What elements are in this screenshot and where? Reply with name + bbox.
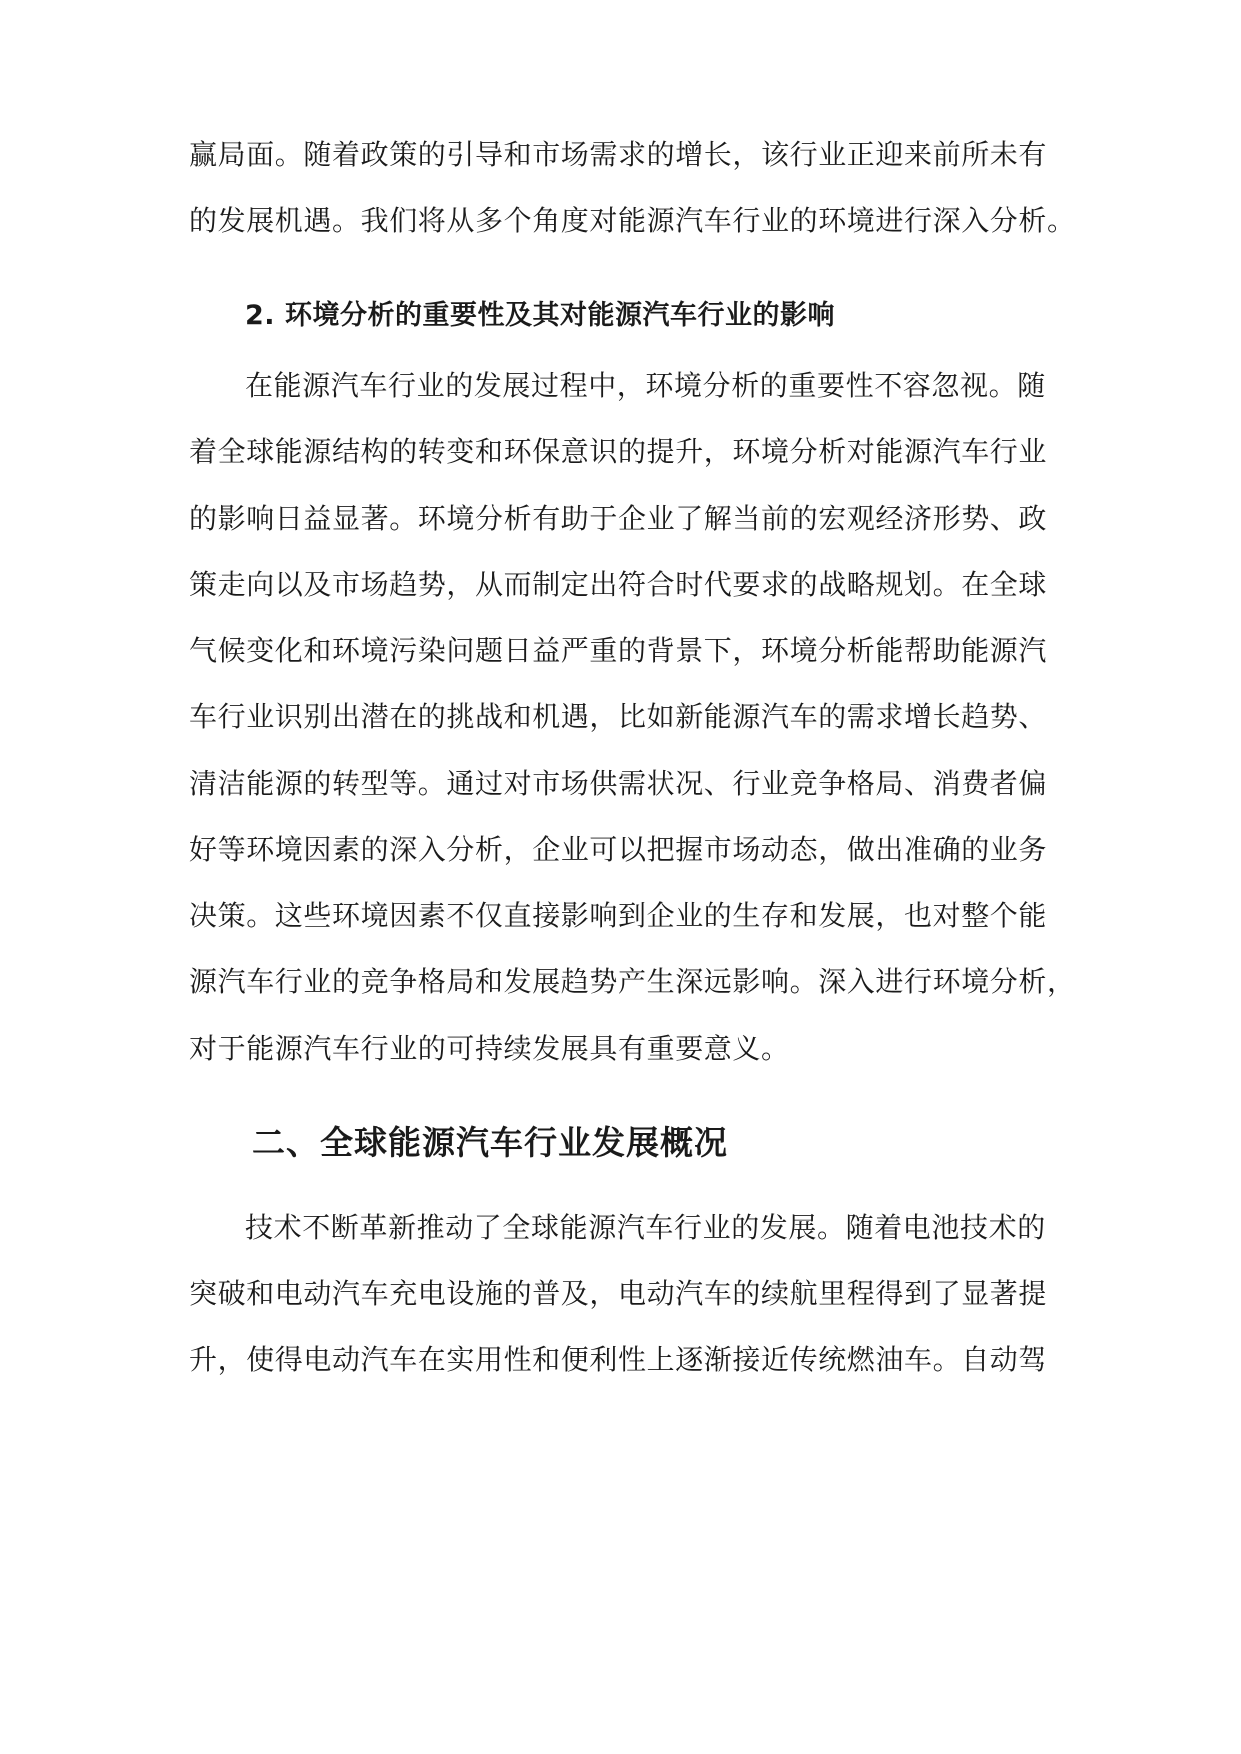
paragraph-line: 清洁能源的转型等。通过对市场供需状况、行业竞争格局、消费者偏 [189, 767, 1048, 800]
intro-line-2: 的发展机遇。我们将从多个角度对能源汽车行业的环境进行深入分析。 [189, 204, 1076, 237]
paragraph-line: 气候变化和环境污染问题日益严重的背景下，环境分析能帮助能源汽 [189, 634, 1048, 667]
paragraph-line: 对于能源汽车行业的可持续发展具有重要意义。 [189, 1032, 790, 1065]
paragraph-line: 车行业识别出潜在的挑战和机遇，比如新能源汽车的需求增长趋势、 [189, 700, 1048, 733]
paragraph-line: 在能源汽车行业的发展过程中，环境分析的重要性不容忽视。随 [245, 369, 1046, 402]
paragraph-line: 的影响日益显著。环境分析有助于企业了解当前的宏观经济形势、政 [189, 502, 1048, 535]
paragraph-line: 技术不断革新推动了全球能源汽车行业的发展。随着电池技术的 [245, 1211, 1046, 1244]
paragraph-line: 着全球能源结构的转变和环保意识的提升，环境分析对能源汽车行业 [189, 435, 1048, 468]
section-heading: 2. 环境分析的重要性及其对能源汽车行业的影响 [245, 300, 835, 331]
paragraph-line: 突破和电动汽车充电设施的普及，电动汽车的续航里程得到了显著提 [189, 1277, 1048, 1310]
paragraph-line: 升，使得电动汽车在实用性和便利性上逐渐接近传统燃油车。自动驾 [189, 1343, 1048, 1376]
paragraph-line: 源汽车行业的竞争格局和发展趋势产生深远影响。深入进行环境分析， [189, 965, 1076, 998]
paragraph-line: 策走向以及市场趋势，从而制定出符合时代要求的战略规划。在全球 [189, 568, 1048, 601]
chapter-heading: 二、全球能源汽车行业发展概况 [252, 1123, 728, 1162]
paragraph-line: 决策。这些环境因素不仅直接影响到企业的生存和发展，也对整个能 [189, 899, 1048, 932]
paragraph-line: 好等环境因素的深入分析，企业可以把握市场动态，做出准确的业务 [189, 833, 1048, 866]
intro-line-1: 赢局面。随着政策的引导和市场需求的增长，该行业正迎来前所未有 [189, 138, 1048, 171]
